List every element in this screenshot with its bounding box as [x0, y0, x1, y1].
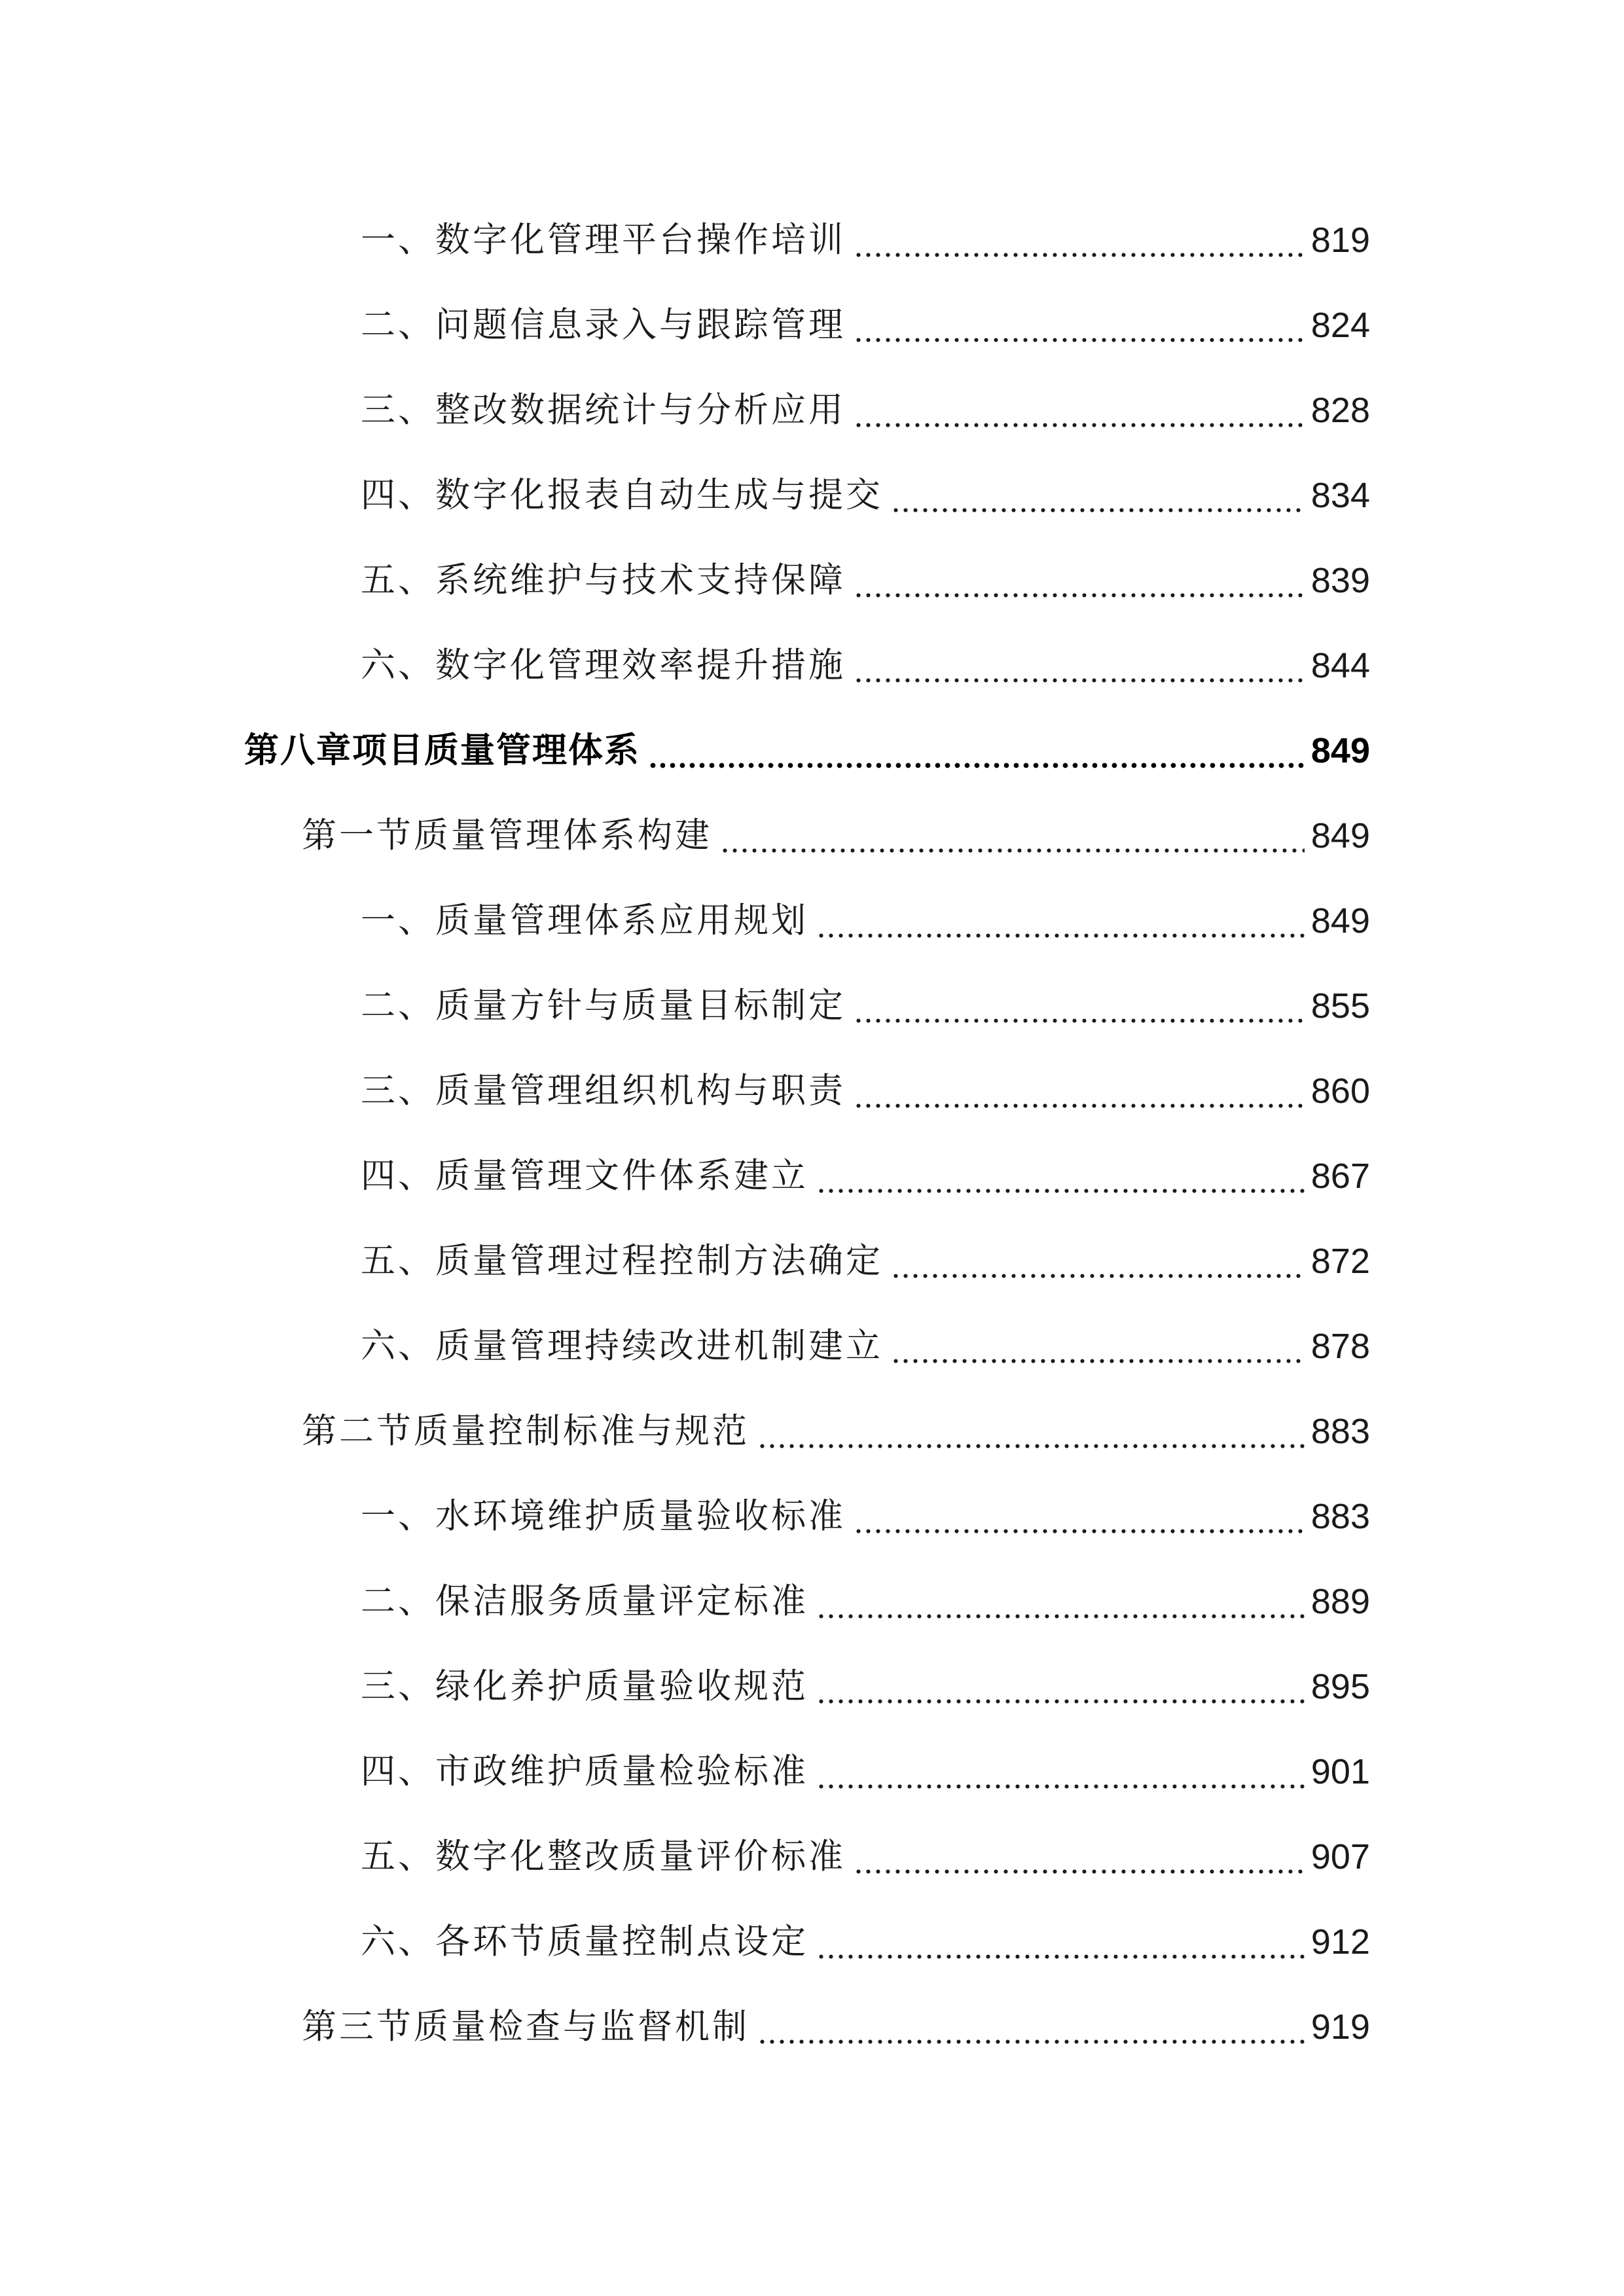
dot-leader: [816, 1916, 1305, 1968]
dot-leader: [891, 1235, 1305, 1287]
toc-section-page: 849: [1310, 816, 1370, 855]
toc-section: [302, 810, 1370, 862]
toc-item-page: 834: [1310, 476, 1370, 515]
toc-item-page: 901: [1310, 1752, 1370, 1791]
toc-chapter-title: 第八章项目质量管理体系: [244, 730, 640, 770]
dot-leader: [891, 1320, 1305, 1372]
toc-item-title: 二、保洁服务质量评定标准: [361, 1581, 808, 1621]
toc-item-page: 824: [1310, 306, 1370, 345]
toc-item: [361, 1320, 1370, 1372]
toc-item: [361, 895, 1370, 947]
toc-item-title: 六、质量管理持续改进机制建立: [361, 1326, 883, 1366]
toc-item: [361, 1065, 1370, 1117]
toc-section-page: 883: [1310, 1412, 1370, 1451]
toc-chapter: [244, 725, 1370, 777]
toc-item: [361, 214, 1370, 266]
toc-item-page: 855: [1310, 986, 1370, 1026]
dot-leader: [816, 1746, 1305, 1798]
toc-item: [361, 639, 1370, 692]
toc-item-title: 三、绿化养护质量验收规范: [361, 1666, 808, 1706]
dot-leader: [854, 980, 1305, 1032]
toc-item: [361, 1831, 1370, 1883]
dot-leader: [816, 1150, 1305, 1202]
toc-item-page: 895: [1310, 1667, 1370, 1706]
toc-section-page: 919: [1310, 2007, 1370, 2047]
dot-leader: [854, 214, 1305, 266]
toc-item-title: 五、系统维护与技术支持保障: [361, 560, 846, 600]
toc-item-page: 878: [1310, 1327, 1370, 1366]
toc-item-title: 一、水环境维护质量验收标准: [361, 1496, 846, 1536]
toc-item-title: 五、质量管理过程控制方法确定: [361, 1241, 883, 1281]
toc-item-title: 一、数字化管理平台操作培训: [361, 220, 846, 260]
dot-leader: [854, 554, 1305, 607]
toc-item: [361, 384, 1370, 437]
dot-leader: [854, 299, 1305, 351]
toc-item-page: 872: [1310, 1242, 1370, 1281]
toc-item: [361, 980, 1370, 1032]
toc-item-title: 一、质量管理体系应用规划: [361, 901, 808, 941]
toc-item-title: 六、各环节质量控制点设定: [361, 1922, 808, 1962]
toc-item: [361, 1916, 1370, 1968]
dot-leader: [648, 725, 1305, 777]
dot-leader: [816, 895, 1305, 947]
toc-item-page: 860: [1310, 1071, 1370, 1111]
toc-item-title: 四、质量管理文件体系建立: [361, 1156, 808, 1196]
toc-item: [361, 1746, 1370, 1798]
toc-item: [361, 1490, 1370, 1543]
toc-item: [361, 1150, 1370, 1202]
dot-leader: [757, 1405, 1305, 1458]
toc-item-page: 883: [1310, 1497, 1370, 1536]
dot-leader: [854, 1490, 1305, 1543]
dot-leader: [854, 1831, 1305, 1883]
toc-section: [302, 2001, 1370, 2053]
toc-item-title: 二、质量方针与质量目标制定: [361, 986, 846, 1026]
toc-section-title: 第三节质量检查与监督机制: [302, 2007, 749, 2047]
dot-leader: [891, 469, 1305, 522]
dot-leader: [854, 1065, 1305, 1117]
dot-leader: [854, 639, 1305, 692]
dot-leader: [757, 2001, 1305, 2053]
toc-item: [361, 469, 1370, 522]
toc-item-page: 849: [1310, 901, 1370, 941]
toc-item-title: 三、整改数据统计与分析应用: [361, 390, 846, 430]
dot-leader: [854, 384, 1305, 437]
toc-item-page: 839: [1310, 561, 1370, 600]
toc-section: [302, 1405, 1370, 1458]
toc-item-page: 828: [1310, 391, 1370, 430]
toc-chapter-page: 849: [1310, 731, 1370, 770]
toc-item-page: 819: [1310, 221, 1370, 260]
dot-leader: [720, 810, 1305, 862]
toc-section-title: 第二节质量控制标准与规范: [302, 1411, 749, 1451]
toc-item-title: 二、问题信息录入与跟踪管理: [361, 305, 846, 345]
toc-item: [361, 299, 1370, 351]
toc-item-page: 889: [1310, 1582, 1370, 1621]
toc-item-page: 844: [1310, 646, 1370, 685]
toc-item-page: 867: [1310, 1157, 1370, 1196]
toc-item: [361, 554, 1370, 607]
toc-section-title: 第一节质量管理体系构建: [302, 816, 712, 855]
toc-item-page: 912: [1310, 1922, 1370, 1962]
toc-item-title: 六、数字化管理效率提升措施: [361, 645, 846, 685]
dot-leader: [816, 1575, 1305, 1628]
toc-item: [361, 1575, 1370, 1628]
toc-item-page: 907: [1310, 1837, 1370, 1876]
toc-item: [361, 1660, 1370, 1713]
toc-item-title: 三、质量管理组织机构与职责: [361, 1071, 846, 1111]
toc-item-title: 四、市政维护质量检验标准: [361, 1751, 808, 1791]
toc-item-title: 五、数字化整改质量评价标准: [361, 1837, 846, 1876]
toc-item-title: 四、数字化报表自动生成与提交: [361, 475, 883, 515]
dot-leader: [816, 1660, 1305, 1713]
toc-item: [361, 1235, 1370, 1287]
